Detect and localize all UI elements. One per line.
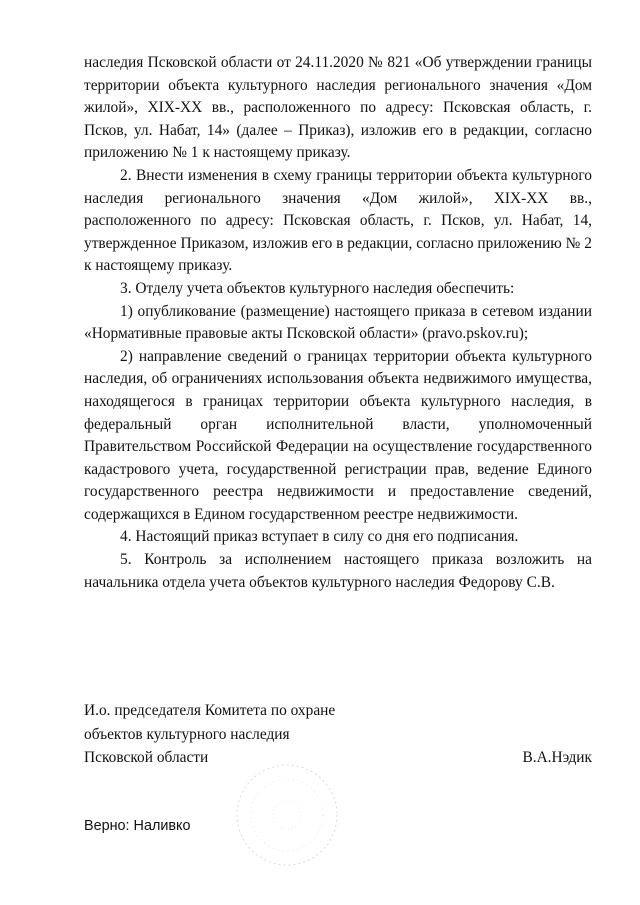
signatory-title-line-1: И.о. председателя Комитета по охране <box>84 702 336 719</box>
paragraph-item-3: 3. Отделу учета объектов культурного наследия обеспечить: <box>120 279 515 297</box>
paragraph-continuation: наследия Псковской области от 24.11.2020 № 821 «Об утверждении границы территории объекта культурного наследия регионального значения «Дом жилой», XIX-XX вв., расположенного по адресу: Псковская область, г. Псков, ул. Набат, 14» (далее – Приказ), изложив его в редакции, согласно приложению № 1 к настоящему приказу. <box>84 54 592 162</box>
signatory-title-line-2: объектов культурного наследия <box>84 725 290 743</box>
paragraph-item-4: 4. Настоящий приказ вступает в силу со дня его подписания. <box>120 528 519 546</box>
signatory-title-line-3: Псковской области <box>84 749 209 766</box>
paragraph-subitem-2: 2) направление сведений о границах территории объекта культурного наследия, об ограничениях использования объекта недвижимого имущества, находящегося в границах территории объекта культурного наследия, в федеральный орган исполнительной власти, уполномоченный Правительством Российской Федерации на осуществление государственного кадастрового учета, государственной регистрации прав, ведение Единого государственного реестра недвижимости и предоставление сведений, содержащихся в Едином государственном реестре недвижимости. <box>84 347 592 523</box>
paragraph-subitem-1: 1) опубликование (размещение) настоящего приказа в сетевом издании «Нормативные правовые акты Псковской области» (pravo.pskov.ru); <box>84 302 592 343</box>
document-body <box>84 52 592 594</box>
paragraph-item-5: 5. Контроль за исполнением настоящего приказа возложить на начальника отдела учета объектов культурного наследия Федорову С.В. <box>84 551 592 591</box>
verified-by: Верно: Наливко <box>84 818 191 834</box>
paragraph-item-2: 2. Внести изменения в схему границы территории объекта культурного наследия регионального значения «Дом жилой», XIX-XX вв., расположенного по адресу: Псковская область, г. Псков, ул. Набат, 14, утвержденное Приказом, изложив его в редакции, согласно приложению № 2 к настоящему приказу. <box>84 166 592 275</box>
signatory-name: В.А.Нэдик <box>522 749 592 766</box>
signature-block <box>84 699 592 770</box>
